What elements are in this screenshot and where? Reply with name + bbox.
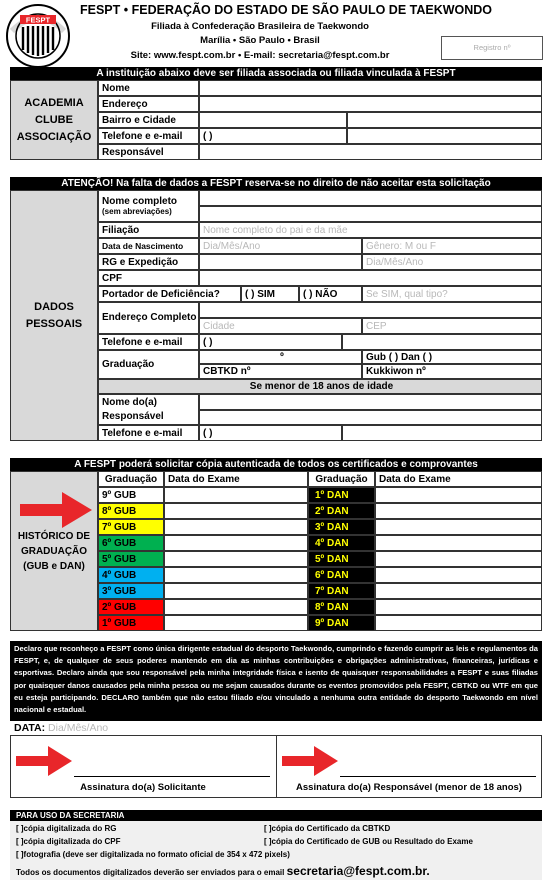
dan-row-date-field[interactable] (375, 583, 542, 599)
data-nascimento-field[interactable]: Dia/Mês/Ano (199, 238, 362, 254)
endereco-completo-label: Endereço Completo (98, 302, 199, 334)
gub-dan-field[interactable]: Gub ( ) Dan ( ) (362, 350, 542, 364)
col-data-dan: Data do Exame (375, 471, 542, 487)
nome-responsavel-label: Nome do(a) Responsável (98, 394, 199, 425)
cbtkd-field[interactable]: CBTKD nº (199, 364, 362, 379)
telefone-resp-field[interactable]: ( ) (199, 425, 342, 441)
gub-row-label: 1º GUB (98, 615, 164, 631)
check-cbtkd[interactable]: [ ]cópia do Certificado da CBTKD (264, 824, 391, 833)
gub-row-date-field[interactable] (164, 487, 308, 503)
cpf-field[interactable] (199, 270, 542, 286)
nome-responsavel-field-2[interactable] (199, 410, 542, 425)
fespt-logo (4, 3, 72, 69)
nome-responsavel-field[interactable] (199, 394, 542, 410)
secretaria-box (10, 810, 542, 880)
email-field[interactable] (342, 334, 542, 350)
academia-bairro-field[interactable] (199, 112, 347, 128)
assinatura-responsavel-line (340, 776, 536, 777)
academia-telefone-field[interactable]: ( ) (199, 128, 347, 144)
deficiencia-label: Portador de Deficiência? (98, 286, 241, 302)
menor-heading: Se menor de 18 anos de idade (98, 379, 542, 394)
dan-row-date-field[interactable] (375, 535, 542, 551)
historico-banner: A FESPT poderá solicitar cópia autenticada de todos os certificados e comprovantes (10, 458, 542, 471)
dan-row-date-field[interactable] (375, 599, 542, 615)
academia-section-label: ACADEMIA CLUBE ASSOCIAÇÃO (10, 80, 98, 160)
assinatura-solicitante-line (74, 776, 270, 777)
dan-row-label: 2º DAN (308, 503, 375, 519)
cidade-field[interactable]: Cidade (199, 318, 362, 334)
sem-abreviacoes-text: (sem abreviações) (102, 207, 172, 216)
svg-text:FESPT: FESPT (25, 15, 51, 25)
secretaria-footer-email: secretaria@fespt.com.br. (286, 864, 430, 878)
deficiencia-sim-option[interactable]: ( ) SIM (241, 286, 299, 302)
gub-row-label: 3º GUB (98, 583, 164, 599)
dan-row-label: 3º DAN (308, 519, 375, 535)
dan-row-label: 1º DAN (308, 487, 375, 503)
col-data-gub: Data do Exame (164, 471, 308, 487)
red-arrow-icon (20, 492, 92, 528)
dan-row-label: 5º DAN (308, 551, 375, 567)
cpf-label: CPF (98, 270, 199, 286)
gub-row-label: 2º GUB (98, 599, 164, 615)
dados-banner: ATENÇÃO! Na falta de dados a FESPT reserva-se no direito de não aceitar esta solicitação (10, 177, 542, 190)
dan-row-date-field[interactable] (375, 519, 542, 535)
dan-row-label: 8º DAN (308, 599, 375, 615)
dados-section-label: DADOS PESSOAIS (10, 190, 98, 441)
dan-row-date-field[interactable] (375, 615, 542, 631)
genero-field[interactable]: Gênero: M ou F (362, 238, 542, 254)
dan-row-date-field[interactable] (375, 487, 542, 503)
gub-row-date-field[interactable] (164, 519, 308, 535)
telefone-field[interactable]: ( ) (199, 334, 342, 350)
gub-row-date-field[interactable] (164, 551, 308, 567)
data-placeholder: Dia/Mês/Ano (48, 722, 109, 734)
telefone-label: Telefone e e-mail (98, 334, 199, 350)
academia-endereco-field[interactable] (199, 96, 542, 112)
assinatura-responsavel-label: Assinatura do(a) Responsável (menor de 18 anos) (296, 782, 522, 793)
gub-row-label: 6º GUB (98, 535, 164, 551)
gub-row-label: 9º GUB (98, 487, 164, 503)
academia-nome-label: Nome (98, 80, 199, 96)
dan-row-label: 9º DAN (308, 615, 375, 631)
check-rg[interactable]: [ ]cópia digitalizada do RG (16, 824, 117, 833)
academia-banner: A instituição abaixo deve ser filiada associada ou filiada vinculada à FESPT (10, 67, 542, 80)
gub-row-label: 5º GUB (98, 551, 164, 567)
declaracao-text: Declaro que reconheço a FESPT como única dirigente estadual do desporto Taekwondo, cumprindo e fazendo cumprir as leis e regulamentos da FESPT, e, de qualquer de seus poderes mantendo em dia as minhas contribuições e obrigações administrativas, financeiras, jurídicas e esportivas. Declaro ainda que sou responsável pela minha integridade física e isento de quaisquer responsabilidades a FESPT e suas filiadas por quaisquer danos causados pela minha pessoa ou me sejam causados durante os eventos promovidos pela FESPT, CBTKD ou WTF em que eu esteja participando. DECLARO também que não estou filiado e/ou vinculado a nenhuma outra entidade do desporto Taekwondo em nível nacional e estadual. (10, 641, 542, 721)
red-arrow-icon-solicitante (16, 746, 72, 776)
academia-responsavel-label: Responsável (98, 144, 199, 160)
data-nascimento-label: Data de Nascimento (98, 238, 199, 254)
col-graduacao-dan: Graduação (308, 471, 375, 487)
nome-completo-field[interactable] (199, 190, 542, 206)
gub-row-date-field[interactable] (164, 599, 308, 615)
dan-row-label: 6º DAN (308, 567, 375, 583)
declaracao-data-row[interactable] (10, 721, 542, 736)
gub-row-date-field[interactable] (164, 535, 308, 551)
assinatura-solicitante-label: Assinatura do(a) Solicitante (80, 782, 206, 793)
secretaria-footer-text: Todos os documentos digitalizados deverão ser enviados para o email (16, 868, 285, 877)
red-arrow-icon-responsavel (282, 746, 338, 776)
registro-field[interactable]: Registro nº (441, 36, 543, 60)
deficiencia-nao-option[interactable]: ( ) NÃO (299, 286, 362, 302)
historico-section-label: HISTÓRICO DE GRADUAÇÃO (GUB e DAN) (10, 471, 98, 631)
dan-row-label: 4º DAN (308, 535, 375, 551)
header-contact: Site: www.fespt.com.br • E-mail: secretaria@fespt.com.br (130, 50, 390, 61)
nome-completo-label (98, 190, 199, 222)
rg-data-field[interactable]: Dia/Mês/Ano (362, 254, 542, 270)
check-cpf[interactable]: [ ]cópia digitalizada do CPF (16, 837, 121, 846)
academia-responsavel-field[interactable] (199, 144, 542, 160)
gub-row-label: 7º GUB (98, 519, 164, 535)
filiacao-label: Filiação (98, 222, 199, 238)
secretaria-footer (16, 864, 430, 878)
data-label: DATA: (14, 722, 46, 734)
dan-row-label: 7º DAN (308, 583, 375, 599)
academia-bairro-label: Bairro e Cidade (98, 112, 199, 128)
graduacao-label: Graduação (98, 350, 199, 379)
check-fotografia[interactable]: [ ]fotografia (deve ser digitalizada no formato oficial de 354 x 472 pixels) (16, 850, 290, 859)
academia-endereco-label: Endereço (98, 96, 199, 112)
rg-field[interactable] (199, 254, 362, 270)
header-location: Marília • São Paulo • Brasil (200, 35, 320, 46)
gub-row-date-field[interactable] (164, 615, 308, 631)
academia-cidade-field[interactable] (347, 112, 542, 128)
gub-row-date-field[interactable] (164, 583, 308, 599)
dan-row-date-field[interactable] (375, 551, 542, 567)
header-title: FESPT • FEDERAÇÃO DO ESTADO DE SÃO PAULO DE TAEKWONDO (80, 3, 493, 17)
check-gub[interactable]: [ ]cópia do Certificado de GUB ou Resultado do Exame (264, 837, 473, 846)
gub-row-label: 4º GUB (98, 567, 164, 583)
nome-completo-text: Nome completo (102, 196, 178, 207)
nome-completo-field-2[interactable] (199, 206, 542, 222)
grau-symbol: º (280, 351, 284, 363)
gub-row-date-field[interactable] (164, 567, 308, 583)
gub-row-date-field[interactable] (164, 503, 308, 519)
kukkiwon-field[interactable]: Kukkiwon nº (362, 364, 542, 379)
secretaria-title: PARA USO DA SECRETARIA (10, 810, 542, 821)
header-affiliation: Filiada à Confederação Brasileira de Taekwondo (151, 21, 369, 32)
dan-row-date-field[interactable] (375, 567, 542, 583)
deficiencia-tipo-field[interactable]: Se SIM, qual tipo? (362, 286, 542, 302)
filiacao-field[interactable]: Nome completo do pai e da mãe (199, 222, 542, 238)
graduacao-grau-field[interactable] (199, 350, 362, 364)
gub-row-label: 8º GUB (98, 503, 164, 519)
cep-field[interactable]: CEP (362, 318, 542, 334)
endereco-completo-field[interactable] (199, 302, 542, 318)
telefone-resp-label: Telefone e e-mail (98, 425, 199, 441)
academia-nome-field[interactable] (199, 80, 542, 96)
academia-telefone-label: Telefone e e-mail (98, 128, 199, 144)
col-graduacao-gub: Graduação (98, 471, 164, 487)
academia-email-field[interactable] (347, 128, 542, 144)
dan-row-date-field[interactable] (375, 503, 542, 519)
rg-label: RG e Expedição (98, 254, 199, 270)
email-resp-field[interactable] (342, 425, 542, 441)
